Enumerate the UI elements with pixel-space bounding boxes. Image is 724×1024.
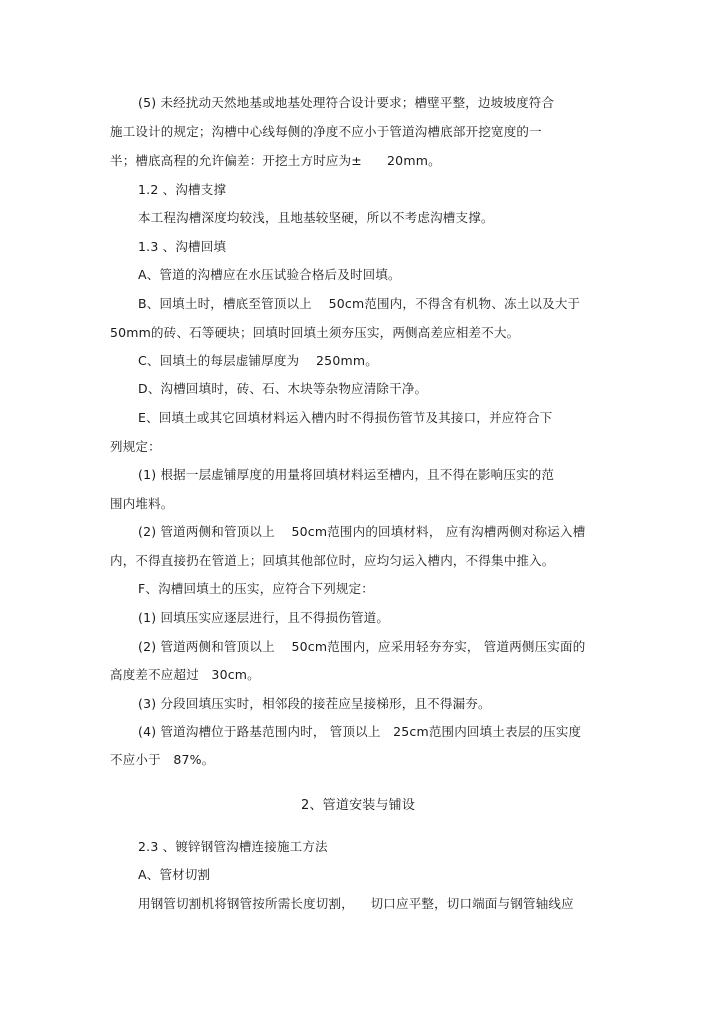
paragraph-line: (2) 管道两侧和管顶以上 50cm范围内的回填材料， 应有沟槽两侧对称运入槽 <box>138 524 586 539</box>
paragraph-line: F、沟槽回填土的压实，应符合下列规定： <box>138 581 374 596</box>
paragraph-line: (4) 管道沟槽位于路基范围内时， 管顶以上 25cm范围内回填土表层的压实度 <box>138 724 582 739</box>
subsection-heading: A、管材切割 <box>138 867 211 882</box>
paragraph-line: (3) 分段回填压实时，相邻段的接茬应呈接梯形，且不得漏夯。 <box>138 696 491 711</box>
paragraph-line: (1) 根据一层虚铺厚度的用量将回填材料运至槽内，且不得在影响压实的范 <box>138 467 555 482</box>
section-heading: 1.3 、沟槽回填 <box>138 239 227 254</box>
paragraph-line: D、沟槽回填时，砖、石、木块等杂物应清除干净。 <box>138 381 428 396</box>
paragraph-line: 本工程沟槽深度均较浅，且地基较坚硬，所以不考虑沟槽支撑。 <box>138 210 494 225</box>
paragraph-line: 内，不得直接扔在管道上；回填其他部位时，应均匀运入槽内，不得集中推入。 <box>110 553 555 568</box>
section-heading: 2.3 、镀锌钢管沟槽连接施工方法 <box>138 839 328 854</box>
paragraph-line: 高度差不应超过 30cm。 <box>110 667 260 682</box>
section-heading: 1.2 、沟槽支撑 <box>138 182 227 197</box>
paragraph-line: (5) 未经扰动天然地基或地基处理符合设计要求；槽壁平整，边坡坡度符合 <box>138 95 555 110</box>
paragraph-line: 施工设计的规定；沟槽中心线每侧的净度不应小于管道沟槽底部开挖宽度的一 <box>110 124 542 139</box>
paragraph-line: C、回填土的每层虚铺厚度为 250mm。 <box>138 353 378 368</box>
paragraph-line: E、回填土或其它回填材料运入槽内时不得损伤管节及其接口，并应符合下 <box>138 410 553 425</box>
chapter-heading: 2、管道安装与铺设 <box>301 798 416 813</box>
paragraph-line: 围内堆料。 <box>110 496 174 511</box>
paragraph-line: A、管道的沟槽应在水压试验合格后及时回填。 <box>138 267 401 282</box>
paragraph-line: 50mm的砖、石等硬块；回填时回填土须夯压实，两侧高差应相差不大。 <box>110 325 520 340</box>
paragraph-line: (2) 管道两侧和管顶以上 50cm范围内，应采用轻夯夯实， 管道两侧压实面的 <box>138 639 586 654</box>
paragraph-line: 列规定： <box>110 439 161 454</box>
paragraph-line: 用钢管切割机将钢管按所需长度切割， 切口应平整，切口端面与钢管轴线应 <box>138 896 574 911</box>
paragraph-line: 半；槽底高程的允许偏差：开挖土方时应为± 20mm。 <box>110 153 441 168</box>
paragraph-line: 不应小于 87%。 <box>110 752 215 767</box>
paragraph-line: B、回填土时，槽底至管顶以上 50cm范围内，不得含有机物、冻土以及大于 <box>138 296 581 311</box>
paragraph-line: (1) 回填压实应逐层进行，且不得损伤管道。 <box>138 610 390 625</box>
